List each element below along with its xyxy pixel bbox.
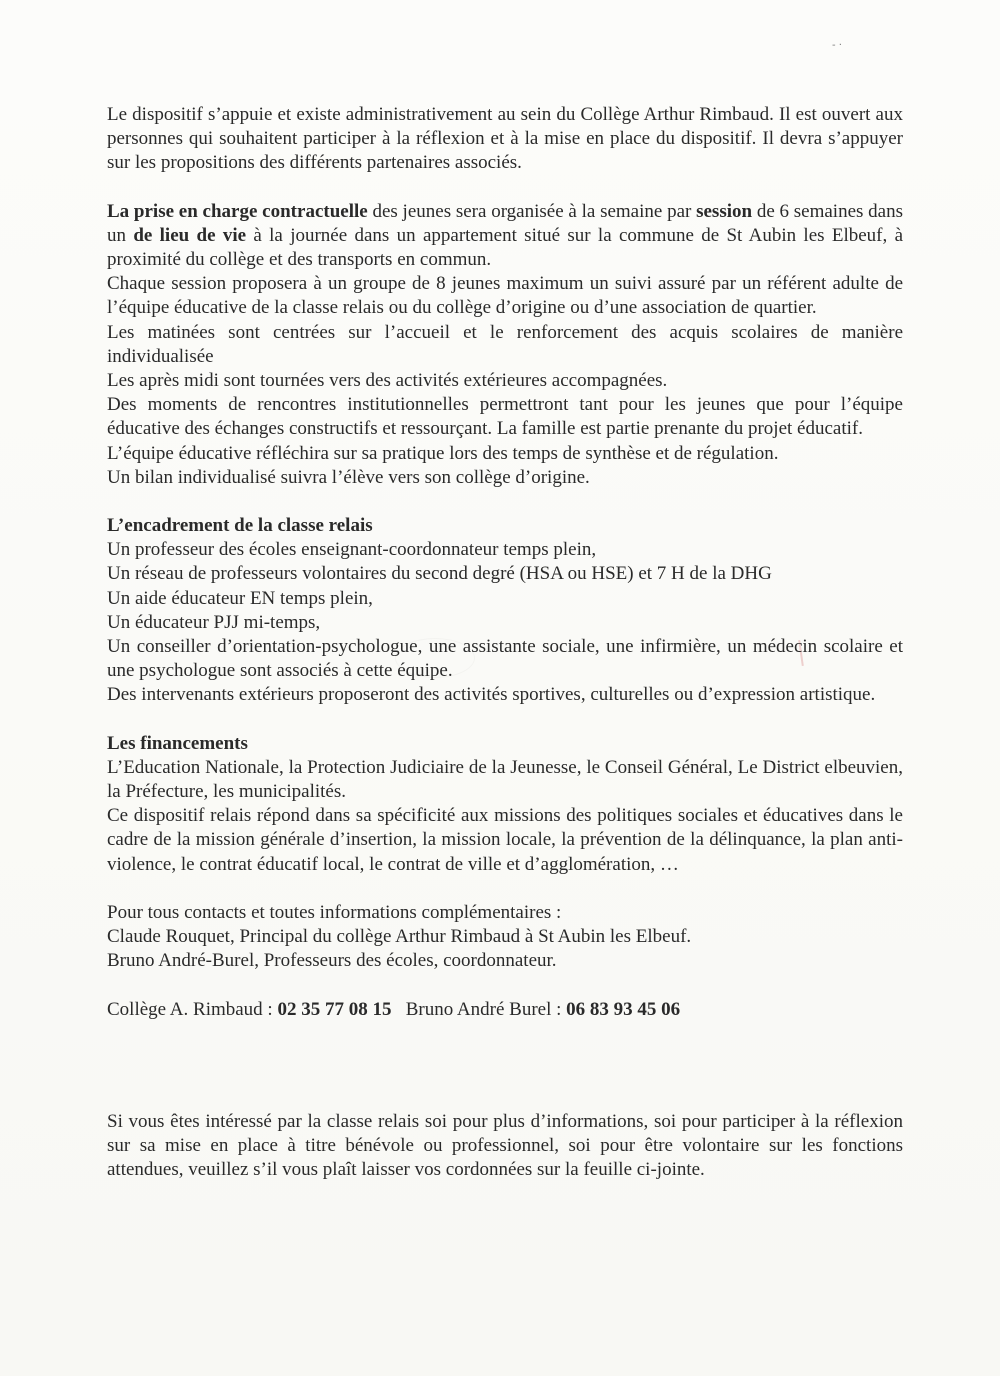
- bold-prise-en-charge: La prise en charge contractuelle: [107, 200, 368, 222]
- dispositif-paragraph: Ce dispositif relais répond dans sa spécificité aux missions des politiques sociales et éducatives dans le cadre de la mission générale d’insertion, la mission locale, la prévention de la délinquance, la plan anti-violence, le contrat éducatif local, le contrat de ville et d’agglomération, …: [107, 805, 903, 875]
- encadrement-item: Un réseau de professeurs volontaires du second degré (HSA ou HSE) et 7 H de la DHG: [107, 563, 772, 585]
- encadrement-item: Un aide éducateur EN temps plein,: [107, 587, 373, 609]
- encadrement-item: Un éducateur PJJ mi-temps,: [107, 611, 321, 633]
- encadrement-item: Un conseiller d’orientation-psychologue, une assistante sociale, une infirmière, un médecin scolaire et une psychologue sont associés à cette équipe.: [107, 636, 903, 682]
- bruno-label: Bruno André Burel :: [405, 998, 567, 1020]
- financements-paragraph: L’Education Nationale, la Protection Judiciaire de la Jeunesse, le Conseil Général, Le District elbeuvien, la Préfecture, les municipalités.: [107, 756, 903, 803]
- matinees-paragraph: Les matinées sont centrées sur l’accueil et le renforcement des acquis scolaires de manière individualisée: [107, 321, 903, 367]
- intro-paragraph: Le dispositif s’appuie et existe administrativement au sein du Collège Arthur Rimbaud. Il est ouvert aux personnes qui souhaitent participer à la réflexion et à la mise en place du dispositif. Il devra s’appuyer sur les propositions des différents partenaires associés.: [107, 104, 903, 174]
- rencontres-paragraph: Des moments de rencontres institutionnelles permettront tant pour les jeunes que pour l’équipe éducative des échanges constructifs et ressourçant. La famille est partie prenante du projet éducatif.: [107, 394, 903, 440]
- encadrement-item: Des intervenants extérieurs proposeront des activités sportives, culturelles ou d’expression artistique.: [107, 684, 876, 706]
- contacts-intro: Pour tous contacts et toutes informations complémentaires :: [107, 901, 562, 923]
- bold-lieu-de-vie: de lieu de vie: [133, 224, 247, 246]
- closing-paragraph: Si vous êtes intéressé par la classe relais soi pour plus d’informations, soi pour participer à la réflexion sur sa mise en place à titre bénévole ou professionnel, soi pour être volontaire sur les fonctions attendues, veuillez s’il vous plaît laisser vos cordonnées sur la feuille ci-jointe.: [107, 1110, 903, 1181]
- phone-line: [107, 998, 903, 1022]
- encadrement-heading: [107, 514, 903, 538]
- college-phone: 02 35 77 08 15: [277, 998, 392, 1020]
- college-label: Collège A. Rimbaud :: [107, 998, 278, 1020]
- bruno-phone: 06 83 93 45 06: [566, 998, 681, 1020]
- contact-principal: Claude Rouquet, Principal du collège Arthur Rimbaud à St Aubin les Elbeuf.: [107, 926, 692, 948]
- bilan-paragraph: Un bilan individualisé suivra l’élève vers son collège d’origine.: [107, 466, 590, 488]
- encadrement-item: Un professeur des écoles enseignant-coordonnateur temps plein,: [107, 539, 597, 561]
- reflexion-paragraph: L’équipe éducative réfléchira sur sa pratique lors des temps de synthèse et de régulation.: [107, 442, 779, 464]
- document-body: [107, 103, 903, 1182]
- text-segment: des jeunes sera organisée à la semaine par: [367, 200, 697, 222]
- financements-heading: [107, 732, 903, 756]
- prise-en-charge-paragraph: [107, 200, 903, 273]
- financements-heading-text: Les financements: [107, 732, 248, 754]
- bold-session: session: [696, 200, 753, 222]
- corner-mark: - ·: [832, 40, 842, 51]
- text-segment: de 6 semaines dans un: [107, 200, 904, 246]
- contact-coordonnateur: Bruno André-Burel, Professeurs des écoles, coordonnateur.: [107, 950, 557, 972]
- text-segment: à la journée dans un appartement situé sur la commune de St Aubin les Elbeuf, à proximité du collège et des transports en commun.: [107, 224, 903, 271]
- encadrement-heading-text: L’encadrement de la classe relais: [107, 515, 373, 537]
- session-paragraph: Chaque session proposera à un groupe de 8 jeunes maximum un suivi assuré par un référent adulte de l’équipe éducative de la classe relais ou du collège d’origine ou d’une association de quartier.: [107, 273, 903, 319]
- apres-midi-paragraph: Les après midi sont tournées vers des activités extérieures accompagnées.: [107, 370, 668, 392]
